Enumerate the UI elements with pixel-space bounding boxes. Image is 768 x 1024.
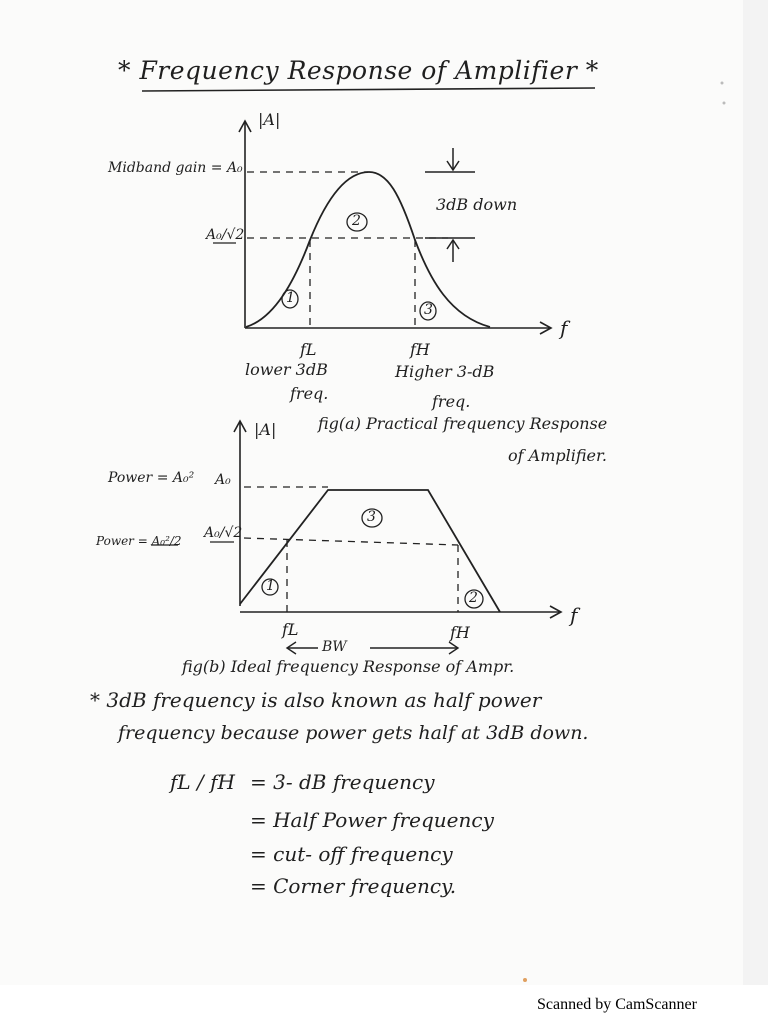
fig-b-a0-label: A₀ [215,472,231,488]
equation-line-3: = cut- off frequency [250,842,453,866]
fig-a-fl: fL [300,340,317,359]
midband-gain-label: Midband gain = A₀ [108,160,243,176]
equation-line-1: = 3- dB frequency [250,770,435,794]
power-a0-label: Power = A₀² [108,470,195,486]
higher-3db-label: Higher 3-dB [395,362,495,381]
fig-a-fh: fH [410,340,430,359]
page-title: * Frequency Response of Amplifier * [118,56,599,85]
fig-b-a0-root2-label: A₀/√2 [204,525,243,541]
three-db-down-label: 3dB down [436,195,518,214]
fig-a-caption-line1: fig(a) Practical frequency Response [318,414,608,433]
lower-3db-label: lower 3dB [245,360,328,379]
fig-a-region-1: 1 [286,290,295,306]
fig-a-caption-line2: of Amplifier. [508,446,607,465]
lower-freq-label: freq. [290,384,329,403]
fig-a-dashed-guides [247,172,448,328]
fig-a-y-axis-label: |A| [258,110,281,129]
bandwidth-arrow [287,642,458,654]
equation-line-2: = Half Power frequency [250,808,494,832]
equation-line-4: = Corner frequency. [250,874,457,898]
fig-a-region-3: 3 [424,302,433,318]
title-underline [142,88,595,91]
fig-a-a0-root2-label: A₀/√2 [206,227,245,243]
fig-b-region-1: 1 [266,578,275,594]
fig-b-dashed-guides [244,487,458,612]
fig-b-fh: fH [450,623,470,642]
scanner-watermark: Scanned by CamScanner [537,996,697,1013]
fig-a-x-axis-label: f [560,316,568,340]
fig-b-region-2: 2 [469,590,478,606]
note-line-2: frequency because power gets half at 3dB down. [118,722,589,744]
fig-b-y-axis-label: |A| [254,420,277,439]
fig-b-region-3: 3 [367,509,376,525]
fig-b-fl: fL [282,620,299,639]
fig-a-region-2: 2 [352,213,361,229]
equation-lhs: fL / fH [170,770,235,794]
bandwidth-label: BW [322,639,347,655]
higher-freq-label: freq. [432,392,471,411]
power-half-label: Power = A₀²/2 [96,534,182,548]
note-line-1: * 3dB frequency is also known as half power [90,688,542,712]
fig-b-x-axis-label: f [570,603,578,627]
fig-a-region-circles [282,213,436,320]
fig-b-caption: fig(b) Ideal frequency Response of Ampr. [182,657,515,676]
